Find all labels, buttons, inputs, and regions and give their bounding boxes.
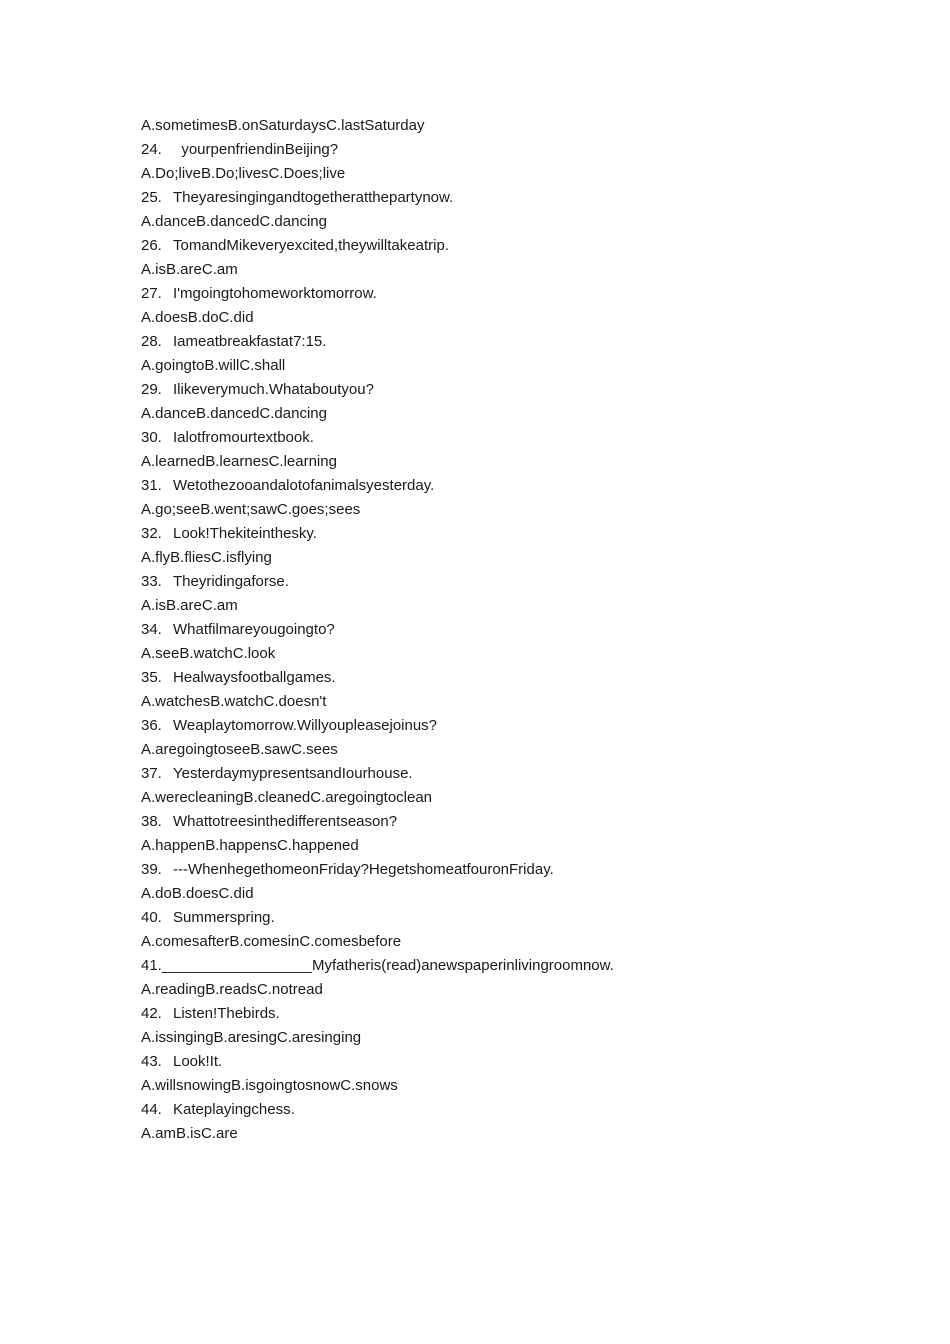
question-line (141, 570, 861, 594)
question-line (141, 474, 861, 498)
document-page (141, 114, 861, 1146)
answer-options: A.flyB.fliesC.isflying (141, 549, 272, 566)
question-number: 35. (141, 669, 162, 686)
question-line (141, 138, 861, 162)
question-number: 29. (141, 381, 162, 398)
question-number: 26. (141, 237, 162, 254)
question-text: yourpenfriendinBeijing? (173, 141, 339, 158)
answer-options: A.aregoingtoseeB.sawC.sees (141, 741, 338, 758)
question-line (141, 906, 861, 930)
question-number: 34. (141, 621, 162, 638)
answer-options: A.amB.isC.are (141, 1125, 238, 1142)
question-text: Theyridingaforse. (173, 573, 289, 590)
question-line (141, 1002, 861, 1026)
question-text: YesterdaymypresentsandIourhouse. (173, 765, 413, 782)
question-line (141, 426, 861, 450)
answer-options: A.seeB.watchC.look (141, 645, 276, 662)
question-text: Look!Thekiteinthesky. (173, 525, 317, 542)
answer-options: A.go;seeB.went;sawC.goes;sees (141, 501, 361, 518)
question-line (141, 762, 861, 786)
question-line (141, 186, 861, 210)
question-line (141, 1050, 861, 1074)
question-line (141, 282, 861, 306)
question-text: Iameatbreakfastat7:15. (173, 333, 327, 350)
question-number: 30. (141, 429, 162, 446)
answer-options: A.isB.areC.am (141, 261, 238, 278)
answer-options: A.doesB.doC.did (141, 309, 254, 326)
answer-options: A.issingingB.aresingC.aresinging (141, 1029, 362, 1046)
question-number: 32. (141, 525, 162, 542)
question-number: 43. (141, 1053, 162, 1070)
question-number: 33. (141, 573, 162, 590)
answer-options: A.goingtoB.willC.shall (141, 357, 286, 374)
question-line (141, 1098, 861, 1122)
question-line (141, 714, 861, 738)
answer-options: A.werecleaningB.cleanedC.aregoingtoclean (141, 789, 433, 806)
answer-options: A.comesafterB.comesinC.comesbefore (141, 933, 402, 950)
answer-options: A.sometimesB.onSaturdaysC.lastSaturday (141, 117, 425, 134)
question-line (141, 810, 861, 834)
question-text: Whattotreesinthedifferentseason? (173, 813, 398, 830)
question-number: 25. (141, 189, 162, 206)
answer-options: A.isB.areC.am (141, 597, 238, 614)
question-text: Look!It. (173, 1053, 223, 1070)
question-text: I'mgoingtohomeworktomorrow. (173, 285, 377, 302)
question-number: 38. (141, 813, 162, 830)
question-text: Whatfilmareyougoingto? (173, 621, 335, 638)
question-number: 31. (141, 477, 162, 494)
question-number: 36. (141, 717, 162, 734)
question-line (141, 618, 861, 642)
question-number: 39. (141, 861, 162, 878)
question-text: TomandMikeveryexcited,theywilltakeatrip. (173, 237, 449, 254)
question-number: 37. (141, 765, 162, 782)
answer-options: A.doB.doesC.did (141, 885, 254, 902)
question-text: Ilikeverymuch.Whataboutyou? (173, 381, 374, 398)
question-text: Kateplayingchess. (173, 1101, 295, 1118)
question-text: Theyaresingingandtogetheratthepartynow. (173, 189, 454, 206)
answer-options: A.danceB.dancedC.dancing (141, 405, 327, 422)
answer-options: A.willsnowingB.isgoingtosnowC.snows (141, 1077, 398, 1094)
question-number: 42. (141, 1005, 162, 1022)
question-line (141, 858, 861, 882)
question-number: 44. (141, 1101, 162, 1118)
question-text: Listen!Thebirds. (173, 1005, 280, 1022)
question-number: 24. (141, 141, 162, 158)
question-text: Healwaysfootballgames. (173, 669, 336, 686)
question-number: 27. (141, 285, 162, 302)
answer-options: A.watchesB.watchC.doesn't (141, 693, 327, 710)
question-number: 28. (141, 333, 162, 350)
question-text: Ialotfromourtextbook. (173, 429, 314, 446)
question-text: Weaplaytomorrow.Willyoupleasejoinus? (173, 717, 438, 734)
question-text: ---WhenhegethomeonFriday?HegetshomeatfouronFriday. (173, 861, 554, 878)
question-text: Wetothezooandalotofanimalsyesterday. (173, 477, 435, 494)
answer-options: A.danceB.dancedC.dancing (141, 213, 327, 230)
question-text: Summerspring. (173, 909, 275, 926)
answer-options: A.learnedB.learnesC.learning (141, 453, 337, 470)
answer-options: A.readingB.readsC.notread (141, 981, 323, 998)
question-line: 41.__________________Myfatheris(read)anewspaperinlivingroomnow. (141, 957, 614, 974)
question-number: 40. (141, 909, 162, 926)
question-line (141, 666, 861, 690)
question-line (141, 378, 861, 402)
question-line (141, 330, 861, 354)
answer-options: A.Do;liveB.Do;livesC.Does;live (141, 165, 346, 182)
question-line (141, 234, 861, 258)
answer-options: A.happenB.happensC.happened (141, 837, 359, 854)
question-line (141, 522, 861, 546)
